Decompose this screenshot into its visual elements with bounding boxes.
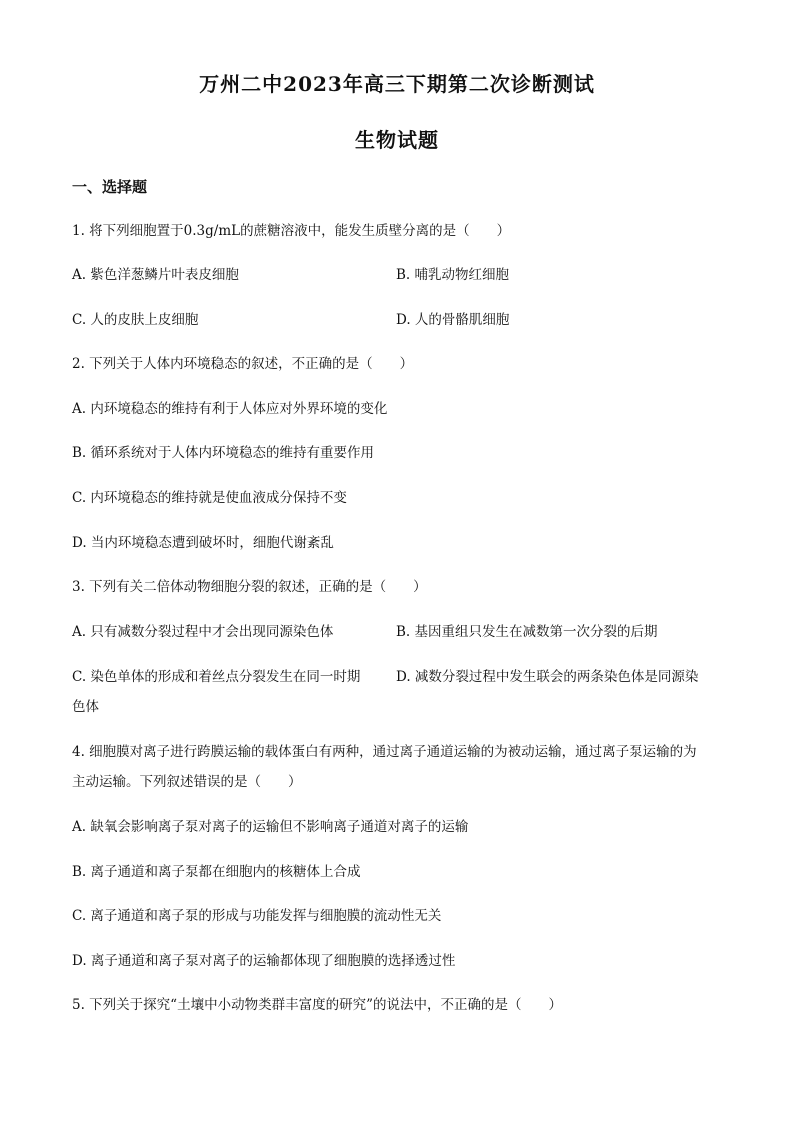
question-1-option-d: D. 人的骨骼肌细胞 (396, 312, 510, 328)
question-2-option-d: D. 当内环境稳态遭到破坏时，细胞代谢紊乱 (72, 535, 334, 551)
question-4-option-c: C. 离子通道和离子泵的形成与功能发挥与细胞膜的流动性无关 (72, 908, 442, 924)
question-5-stem: 5. 下列关于探究“土壤中小动物类群丰富度的研究”的说法中，不正确的是（ ） (72, 997, 562, 1013)
question-2-option-b: B. 循环系统对于人体内环境稳态的维持有重要作用 (72, 445, 375, 461)
question-4-option-d: D. 离子通道和离子泵对离子的运输都体现了细胞膜的选择透过性 (72, 953, 456, 969)
exam-subtitle: 生物试题 (355, 128, 439, 152)
question-3-option-d-continuation: 色体 (72, 699, 99, 715)
question-4-option-b: B. 离子通道和离子泵都在细胞内的核糖体上合成 (72, 864, 361, 880)
question-4-option-a: A. 缺氧会影响离子泵对离子的运输但不影响离子通道对离子的运输 (72, 819, 469, 835)
question-3-option-c: C. 染色单体的形成和着丝点分裂发生在同一时期 (72, 669, 361, 685)
question-1-option-b: B. 哺乳动物红细胞 (396, 267, 510, 283)
question-1-option-a: A. 紫色洋葱鳞片叶表皮细胞 (72, 267, 239, 283)
question-1-option-c: C. 人的皮肤上皮细胞 (72, 312, 199, 328)
section-heading: 一、选择题 (72, 178, 148, 196)
question-1-stem: 1. 将下列细胞置于0.3g/mL的蔗糖溶液中，能发生质壁分离的是（ ） (72, 223, 511, 239)
exam-title: 万州二中2023年高三下期第二次诊断测试 (199, 72, 595, 96)
question-2-stem: 2. 下列关于人体内环境稳态的叙述，不正确的是（ ） (72, 356, 414, 372)
question-2-option-c: C. 内环境稳态的维持就是使血液成分保持不变 (72, 490, 347, 506)
question-3-option-a: A. 只有减数分裂过程中才会出现同源染色体 (72, 624, 334, 640)
question-3-option-d: D. 减数分裂过程中发生联会的两条染色体是同源染 (396, 669, 699, 685)
question-4-stem-line-2: 主动运输。下列叙述错误的是（ ） (72, 774, 302, 790)
question-4-stem-line-1: 4. 细胞膜对离子进行跨膜运输的载体蛋白有两种，通过离子通道运输的为被动运输，通过离子泵运输的为 (72, 744, 697, 760)
question-3-stem: 3. 下列有关二倍体动物细胞分裂的叙述，正确的是（ ） (72, 579, 427, 595)
question-2-option-a: A. 内环境稳态的维持有利于人体应对外界环境的变化 (72, 401, 388, 417)
question-3-option-b: B. 基因重组只发生在减数第一次分裂的后期 (396, 624, 658, 640)
